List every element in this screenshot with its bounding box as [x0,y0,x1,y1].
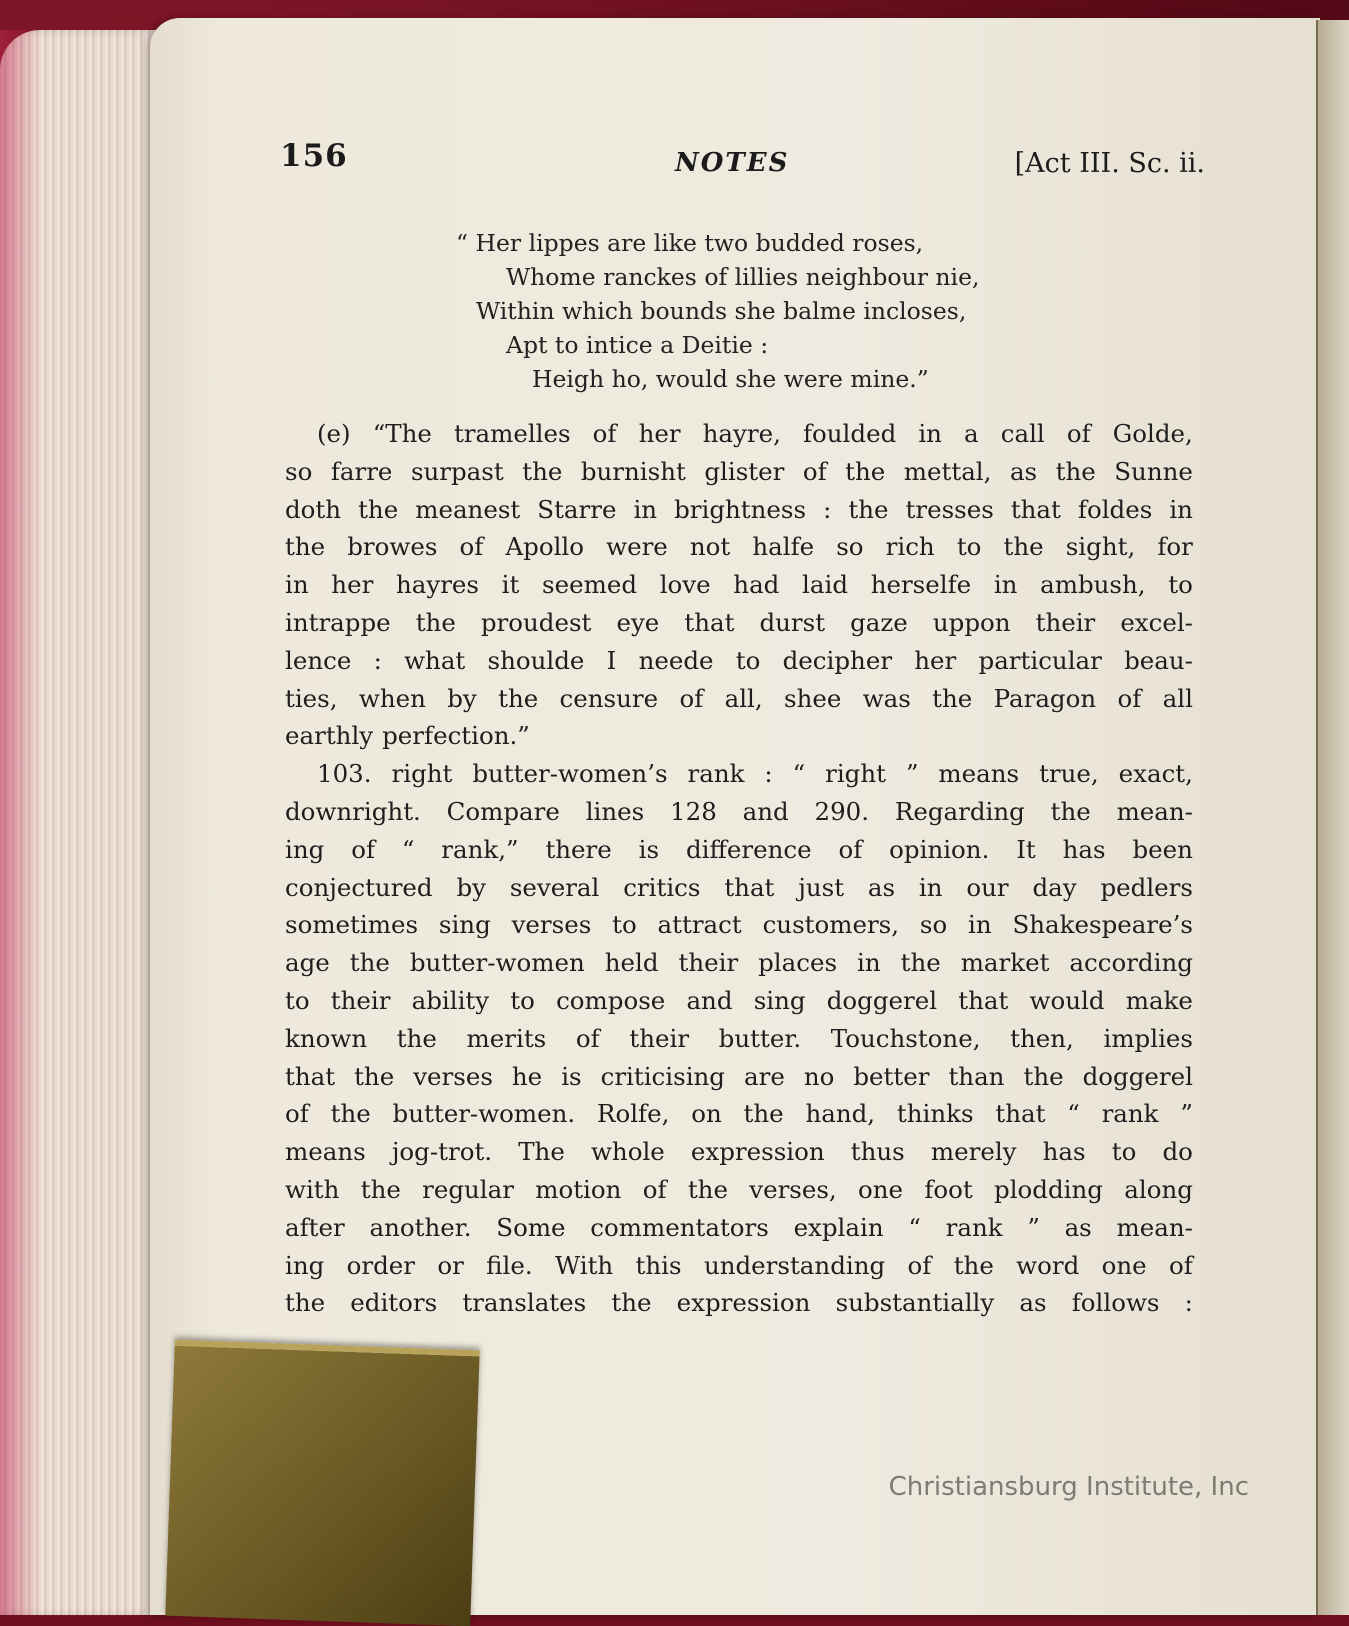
word: exact, [1118,759,1193,789]
word: (e) [317,419,351,448]
word: places [758,948,838,978]
word: has [1042,1137,1086,1167]
word: better [853,1061,930,1091]
word: butter-women’s [472,759,668,789]
word: it [501,570,520,600]
word: means [285,1137,366,1167]
word: after [285,1212,345,1242]
word: the [396,1023,437,1053]
word: of [575,1023,600,1053]
word: so [919,910,948,940]
word: their [678,948,739,978]
word: that [285,1061,336,1091]
word: pedlers [1100,872,1193,902]
word: mettal, [903,456,992,486]
word: according [1069,948,1193,978]
word: foulded [802,419,897,448]
word: their [330,985,391,1015]
word: ” [1180,1099,1193,1129]
word: to [285,985,310,1015]
word: ing [285,1250,325,1280]
word: burnisht [580,456,686,486]
word: of [1117,683,1142,713]
text-line [285,604,1193,642]
word: meanest [415,494,521,524]
word: : [373,645,382,675]
word: right [825,759,886,789]
word: downright. [285,796,421,826]
word: farre [330,456,393,486]
page-number: 156 [280,138,348,174]
word: ties, [285,683,338,713]
word: “ [401,834,415,864]
word: as [1064,1212,1092,1242]
word: mean- [1116,1212,1193,1242]
word: to [612,910,637,940]
word: substantially [835,1288,995,1318]
word: on [691,1099,722,1129]
word: surpast [410,456,504,486]
word: Regarding [894,796,1025,826]
word: foldes [1077,494,1153,524]
poem-line: “ Her lippes are like two budded roses, [456,229,924,257]
word: to [1168,570,1193,600]
word: a [964,419,979,448]
word: whole [590,1137,665,1167]
word: Paragon [993,683,1097,713]
word: when [358,683,426,713]
text-line [285,906,1193,944]
word: verses [413,1061,493,1091]
word: in [857,948,881,978]
word: merely [930,1137,1017,1167]
word: one [1101,1250,1147,1280]
word: so [285,456,313,486]
word: is [561,1061,582,1091]
word: the [522,456,563,486]
word: all, [724,683,763,713]
word: of [351,834,376,864]
word: that [995,1099,1046,1129]
word: the [1055,456,1096,486]
word: expression [690,1137,825,1167]
word: that [958,985,1009,1015]
word: lines [585,796,645,826]
word: Touchstone, [830,1023,981,1053]
word: doth [285,494,342,524]
poem-line: Heigh ho, would she were mine.” [532,365,929,393]
word: mean- [1116,796,1193,826]
word: love [659,570,711,600]
watermark: Christiansburg Institute, Inc [888,1472,1249,1502]
word: sight, [1065,532,1136,562]
word: with [285,1174,340,1204]
word: Some [496,1212,566,1242]
word: Golde, [1112,419,1193,448]
text-line [285,869,1193,907]
word: than [948,1061,1005,1091]
word: compose [556,985,666,1015]
word: butter-women [409,948,585,978]
word: in [918,872,943,902]
word: several [509,872,600,902]
word: sing [753,985,806,1015]
word: hayre, [702,419,781,448]
word: beau- [1124,645,1193,675]
text-line [285,1095,1193,1133]
word: perfection.” [382,721,530,751]
word: held [604,948,659,978]
word: With [554,1250,614,1280]
word: one [858,1174,904,1204]
word: customers, [762,910,900,940]
word: in [633,494,658,524]
word: were [606,532,668,562]
text-line [285,1020,1193,1058]
text-line [285,415,1193,453]
word: : [823,494,832,524]
word: of [907,1250,932,1280]
word: understanding [703,1250,886,1280]
paragraph-e [285,415,1193,755]
word: the [1003,532,1044,562]
word: that [1010,494,1061,524]
word: rank [687,759,745,789]
word: no [803,1061,835,1091]
text-line [285,1133,1193,1171]
word: explain [793,1212,884,1242]
word: their [1035,607,1096,637]
word: so [836,532,864,562]
word: and [686,985,733,1015]
word: criticising [600,1061,725,1091]
word: Starre [537,494,617,524]
text-line [285,982,1193,1020]
word: their [629,1023,690,1053]
word: I [606,645,617,675]
word: difference [685,834,812,864]
text-line [285,528,1193,566]
word: the [360,1174,401,1204]
word: is [638,834,660,864]
word: to [956,532,982,562]
paragraph-103 [285,755,1193,1322]
word: follows [1071,1288,1160,1318]
word: ing [285,834,325,864]
word: of [592,419,617,448]
word: “ [1067,1099,1080,1129]
word: another. [369,1212,472,1242]
word: the [1023,1061,1064,1091]
word: the [953,1250,994,1280]
word: means [938,759,1020,789]
word: then, [1010,1023,1074,1053]
word: opinion. [889,834,990,864]
word: the [611,1288,652,1318]
word: The [518,1137,565,1167]
word: the [349,948,390,978]
word: “ [792,759,806,789]
word: tresses [905,494,994,524]
word: has [1062,834,1106,864]
word: true, [1039,759,1099,789]
word: to [735,645,761,675]
word: of [838,834,863,864]
word: the [330,1099,371,1129]
word: attract [657,910,742,940]
text-line [285,1058,1193,1096]
word: of [459,532,484,562]
word: the [354,1061,395,1091]
word: her [331,570,374,600]
word: thus [850,1137,905,1167]
text-line [285,1171,1193,1209]
word: ” [905,759,919,789]
text-line [285,793,1193,831]
poem-line: Whome ranckes of lillies neighbour nie, [506,263,980,291]
word: uppon [932,607,1011,637]
word: the [848,494,889,524]
text-line [285,642,1193,680]
word: eye [616,607,660,637]
word: all [1162,683,1193,713]
word: the [932,683,973,713]
word: excel- [1120,607,1193,637]
word: hand, [805,1099,876,1129]
word: butter-women. [392,1099,576,1129]
poem-line: Within which bounds she balme incloses, [476,297,967,325]
word: tramelles [453,419,571,448]
word: her [638,419,681,448]
word: sometimes [285,910,419,940]
text-line [285,755,1193,793]
word: rich [885,532,935,562]
poem-quote [456,226,1076,396]
word: rank,” [441,834,519,864]
word: been [1132,834,1193,864]
word: to [1111,1137,1137,1167]
word: 103. [317,759,372,789]
word: the [415,607,456,637]
word: seemed [542,570,638,600]
word: the [498,683,539,713]
word: not [689,532,731,562]
text-line [285,717,1193,755]
word: “The [372,419,432,448]
word: the [358,494,399,524]
word: just [798,872,845,902]
word: “ [908,1212,921,1242]
word: word [1016,1250,1080,1280]
word: of [1066,419,1091,448]
word: conjectured [285,872,433,902]
word: rank [945,1212,1003,1242]
word: by [447,683,477,713]
word: Shakespeare’s [1012,910,1193,940]
word: in [968,910,992,940]
word: neede [638,645,714,675]
word: of [642,1174,667,1204]
word: file. [486,1250,533,1280]
word: herselfe [870,570,972,600]
word: the [845,456,886,486]
word: critics [623,872,701,902]
word: proudest [480,607,592,637]
word: editors [350,1288,438,1318]
word: market [960,948,1050,978]
running-title: NOTES [675,148,790,178]
word: earthly [285,721,374,751]
word: to [510,985,535,1015]
text-line [285,680,1193,718]
word: age [285,948,330,978]
word: laid [802,570,849,600]
word: hayres [395,570,479,600]
word: right [391,759,453,789]
word: that [724,872,775,902]
word: in [285,570,309,600]
text-line [285,566,1193,604]
word: translates [462,1288,587,1318]
page-header [280,138,1215,188]
word: the [285,532,326,562]
word: our [966,872,1009,902]
word: Apollo [505,532,584,562]
word: verses, [749,1174,837,1204]
word: regular [422,1174,514,1204]
word: gaze [850,607,908,637]
word: this [635,1250,682,1280]
word: It [1016,834,1036,864]
word: in [918,419,942,448]
word: thinks [896,1099,974,1129]
word: or [437,1250,464,1280]
word: jog-trot. [391,1137,493,1167]
word: plodding [994,1174,1103,1204]
act-reference: [Act III. Sc. ii. [1014,148,1205,179]
word: Sunne [1114,456,1193,486]
word: ambush, [1040,570,1146,600]
word: the [687,1174,728,1204]
text-line [285,491,1193,529]
word: halfe [752,532,815,562]
text-line [285,453,1193,491]
word: and [742,796,789,826]
word: in [1169,494,1193,524]
word: as [1009,456,1038,486]
word: the [743,1099,784,1129]
poem-line: Apt to intice a Deitie : [506,331,769,359]
word: of [1169,1250,1193,1280]
word: would [1029,985,1105,1015]
word: shee [784,683,842,713]
facing-page-edge [1316,20,1349,1615]
word: rank [1101,1099,1159,1129]
word: particular [978,645,1102,675]
word: the [900,948,941,978]
word: brightness [674,494,807,524]
notes-body [285,415,1193,1322]
word: Rolfe, [597,1099,670,1129]
word: by [456,872,486,902]
word: the [1050,796,1091,826]
word: glister [704,456,785,486]
word: butter. [718,1023,802,1053]
word: in [993,570,1018,600]
word: day [1032,872,1077,902]
word: make [1125,985,1193,1015]
word: expression [676,1288,811,1318]
word: intrappe [285,607,391,637]
word: : [1184,1288,1193,1318]
word: call [1000,419,1045,448]
word: was [862,683,911,713]
text-line [285,944,1193,982]
word: ability [411,985,490,1015]
word: merits [466,1023,547,1053]
word: of [285,1099,309,1129]
word: decipher [782,645,893,675]
word: order [346,1250,416,1280]
word: shoulde [487,645,585,675]
word: her [914,645,957,675]
word: are [744,1061,785,1091]
word: doggerel [1082,1061,1193,1091]
word: censure [559,683,659,713]
word: motion [535,1174,622,1204]
word: browes [347,532,438,562]
word: of [802,456,827,486]
word: foot [924,1174,973,1204]
word: lence [285,645,352,675]
word: what [404,645,466,675]
word: known [285,1023,368,1053]
text-line [285,1209,1193,1247]
word: as [1019,1288,1047,1318]
word: the [285,1288,326,1318]
word: : [764,759,773,789]
word: implies [1103,1023,1193,1053]
word: there [545,834,612,864]
word: verses [511,910,592,940]
word: that [684,607,735,637]
word: Compare [446,796,560,826]
word: had [733,570,780,600]
word: he [511,1061,543,1091]
word: durst [759,607,826,637]
text-line [285,1247,1193,1285]
word: commentators [590,1212,769,1242]
word: sing [438,910,491,940]
word: 290. [814,796,870,826]
text-line [285,831,1193,869]
word: of [679,683,704,713]
word: as [867,872,896,902]
word: 128 [670,796,717,826]
word: do [1162,1137,1193,1167]
word: for [1157,532,1193,562]
brass-bookmark [165,1340,479,1626]
word: along [1124,1174,1193,1204]
word: doggerel [826,985,938,1015]
text-line [285,1284,1193,1322]
word: ” [1027,1212,1040,1242]
